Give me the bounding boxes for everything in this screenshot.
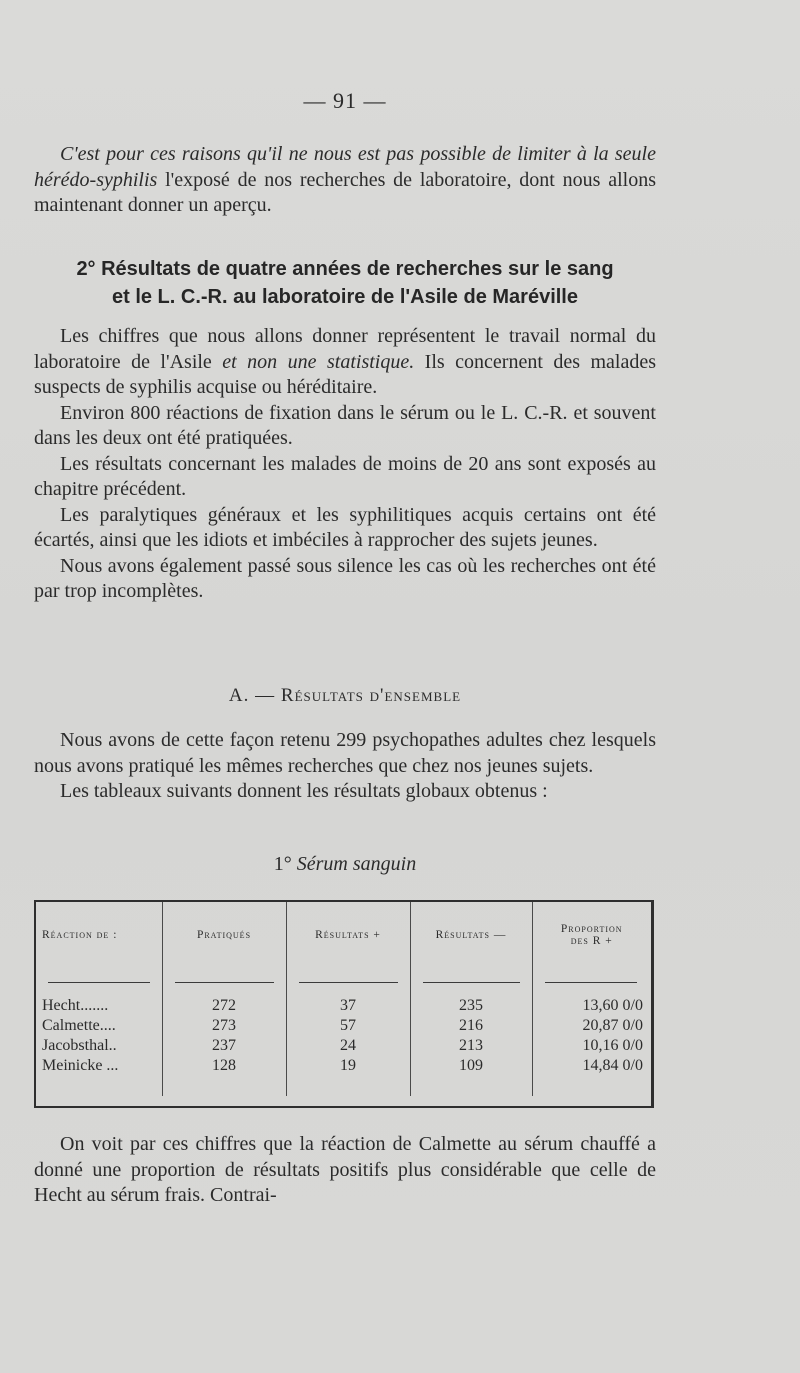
negatifs-value: 109 xyxy=(410,1056,532,1076)
positifs-value: 37 xyxy=(286,996,410,1016)
paragraph-psychopathes: Nous avons de cette façon retenu 299 psychopathes adultes chez lesquels nous avons pratiqué les mêmes recherches que chez nos jeunes sujets. xyxy=(34,729,656,777)
negatifs-value: 213 xyxy=(410,1036,532,1056)
pratiques-value: 237 xyxy=(162,1036,286,1056)
table-row xyxy=(36,1016,651,1036)
negatifs-value: 216 xyxy=(410,1016,532,1036)
spacer-cell xyxy=(286,1076,410,1096)
results-table xyxy=(34,900,654,1108)
table-row xyxy=(36,996,651,1016)
page-number: — 91 — xyxy=(303,88,387,113)
paragraph-text: Les chiffres que nous allons donner représentent le travail normal du laboratoire de l'Asile xyxy=(34,325,656,373)
paragraph-reactions: Environ 800 réactions de fixation dans le sérum ou le L. C.-R. et souvent dans les deux ont été pratiquées. xyxy=(34,401,656,449)
section-heading-line-2: et le L. C.-R. au laboratoire de l'Asile de Maréville xyxy=(111,286,578,308)
section-heading-line-1: 2° Résultats de quatre années de recherches sur le sang xyxy=(76,258,614,280)
pratiques-value: 273 xyxy=(162,1016,286,1036)
header-rule xyxy=(286,968,410,996)
negatifs-value: 235 xyxy=(410,996,532,1016)
reaction-name: Jacobsthal.. xyxy=(36,1036,162,1056)
paragraph-conclusion: On voit par ces chiffres que la réaction de Calmette au sérum chauffé a donné une proportion de résultats positifs plus considérable que celle de Hecht au sérum frais. Contrai- xyxy=(34,1133,656,1206)
proportion-value: 10,16 0/0 xyxy=(582,1037,643,1054)
header-rule xyxy=(162,968,286,996)
header-rule xyxy=(36,968,162,996)
positifs-value: 19 xyxy=(286,1056,410,1076)
paragraph-tableaux: Les tableaux suivants donnent les résultats globaux obtenus : xyxy=(60,780,548,802)
paragraph-italic-text: et non une statistique. xyxy=(222,350,415,373)
body-text-block-2 xyxy=(34,728,656,805)
header-pratiques: Pratiqués xyxy=(162,902,286,968)
paragraph-moins-20-ans: Les résultats concernant les malades de moins de 20 ans sont exposés au chapitre précédent. xyxy=(34,452,656,500)
proportion-value: 14,84 0/0 xyxy=(582,1057,643,1074)
pratiques-value: 128 xyxy=(162,1056,286,1076)
proportion-value: 13,60 0/0 xyxy=(582,997,643,1014)
header-rule xyxy=(532,968,651,996)
table-title-italic: Sérum sanguin xyxy=(296,853,417,875)
paragraph-travail-normal xyxy=(34,324,656,401)
book-page xyxy=(34,0,656,1373)
header-proportion-line-2: des R + xyxy=(570,935,613,947)
table-row xyxy=(36,1056,651,1076)
header-rule-row xyxy=(36,968,651,996)
positifs-value: 24 xyxy=(286,1036,410,1056)
spacer-cell xyxy=(162,1076,286,1096)
header-rule xyxy=(410,968,532,996)
paragraph-text: Ils concernent des malades suspects de syphilis acquise ou héréditaire. xyxy=(34,350,656,398)
header-reaction: Réaction de : xyxy=(36,902,162,968)
paragraph-paralytiques: Les paralytiques généraux et les syphilitiques acquis certains ont été écartés, ainsi que les idiots et imbéciles à rapprocher des sujets jeunes. xyxy=(34,503,656,551)
spacer-cell xyxy=(36,1076,162,1096)
intro-paragraph xyxy=(34,142,656,219)
pratiques-value: 272 xyxy=(162,996,286,1016)
header-proportion xyxy=(532,902,651,968)
table-title xyxy=(34,853,656,876)
intro-italic-text: C'est pour ces raisons qu'il ne nous est pas possible de limiter à la seule hérédo-syphilis xyxy=(34,143,656,191)
table-title-number: 1° xyxy=(273,853,297,875)
reaction-name: Meinicke ... xyxy=(36,1056,162,1076)
body-text-block-1 xyxy=(34,324,656,605)
proportion-value: 20,87 0/0 xyxy=(582,1017,643,1034)
subheading-title: Résultats d'ensemble xyxy=(280,685,462,706)
table-spacer-row xyxy=(36,1076,651,1096)
section-heading xyxy=(34,255,656,311)
subheading-resultats-ensemble xyxy=(34,685,656,707)
spacer-cell xyxy=(410,1076,532,1096)
positifs-value: 57 xyxy=(286,1016,410,1036)
subheading-prefix: A. — xyxy=(228,685,281,706)
reaction-name: Hecht....... xyxy=(36,996,162,1016)
header-resultats-positifs: Résultats + xyxy=(286,902,410,968)
header-proportion-line-1: Proportion xyxy=(560,923,623,935)
reaction-name: Calmette.... xyxy=(36,1016,162,1036)
paragraph-silence: Nous avons également passé sous silence les cas où les recherches ont été par trop incomplètes. xyxy=(34,554,656,602)
table-row xyxy=(36,1036,651,1056)
intro-text: l'exposé de nos recherches de laboratoire, dont nous allons maintenant donner un aperçu. xyxy=(34,168,656,216)
header-resultats-negatifs: Résultats — xyxy=(410,902,532,968)
spacer-cell xyxy=(532,1076,651,1096)
